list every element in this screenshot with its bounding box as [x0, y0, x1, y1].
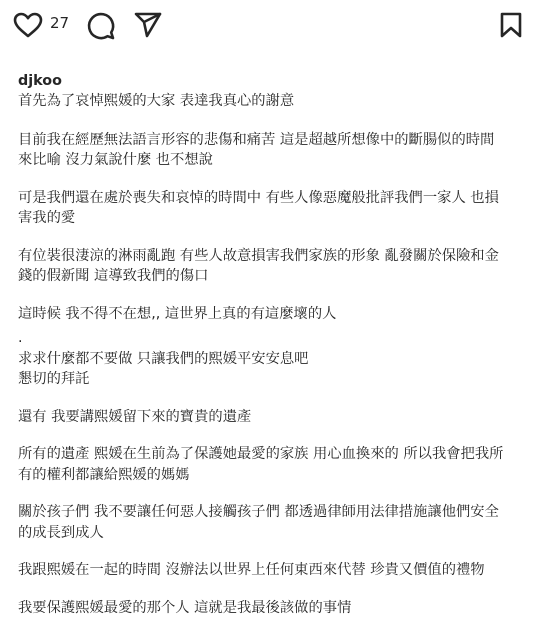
- caption-paragraph: 目前我在經歷無法語言形容的悲傷和痛苦 這是超越所想像中的斷腸似的時間 來比喻 沒力氣說什麼 也不想說: [18, 130, 528, 171]
- comment-button[interactable]: [86, 11, 116, 41]
- bookmark-icon: [499, 11, 523, 39]
- heart-icon: [13, 12, 43, 38]
- like-button[interactable]: [13, 12, 43, 38]
- post-caption: [18, 50, 528, 618]
- speech-bubble-icon: [86, 11, 116, 41]
- like-count: 27: [50, 14, 69, 32]
- caption-line: [18, 50, 528, 112]
- caption-paragraph: 可是我們還在處於喪失和哀悼的時間中 有些人像惡魔般批評我們一家人 也損 害我的愛: [18, 188, 528, 229]
- caption-paragraph: 我跟熙媛在一起的時間 沒辦法以世界上任何東西來代替 珍貴又價值的禮物: [18, 560, 528, 581]
- caption-text: 首先為了哀悼熙媛的大家 表達我真心的謝意: [18, 93, 294, 109]
- username-link[interactable]: djkoo: [18, 73, 62, 89]
- save-button[interactable]: [499, 11, 523, 39]
- caption-paragraph: 求求什麼都不要做 只讓我們的熙媛平安安息吧 懇切的拜託: [18, 349, 528, 390]
- caption-paragraph: 所有的遺產 熙媛在生前為了保護她最愛的家族 用心血換來的 所以我會把我所 有的權利都讓給熙媛的媽媽: [18, 444, 528, 485]
- caption-paragraph: 關於孩子們 我不要讓任何惡人接觸孩子們 都透過律師用法律措施讓他們安全 的成長到成人: [18, 502, 528, 543]
- caption-paragraph: 還有 我要講熙媛留下來的寶貴的遺產: [18, 407, 528, 428]
- action-bar: [0, 0, 542, 50]
- share-button[interactable]: [133, 11, 163, 39]
- caption-paragraph: 這時候 我不得不在想,, 這世界上真的有這麼壞的人: [18, 304, 528, 325]
- caption-paragraph: 我要保護熙媛最愛的那个人 這就是我最後該做的事情: [18, 598, 528, 618]
- caption-paragraph: 有位裝很淒涼的淋雨亂跑 有些人故意損害我們家族的形象 亂發關於保險和金 錢的假新聞 這導致我們的傷口: [18, 246, 528, 287]
- paper-plane-icon: [133, 11, 163, 39]
- caption-paragraph: .: [18, 328, 528, 349]
